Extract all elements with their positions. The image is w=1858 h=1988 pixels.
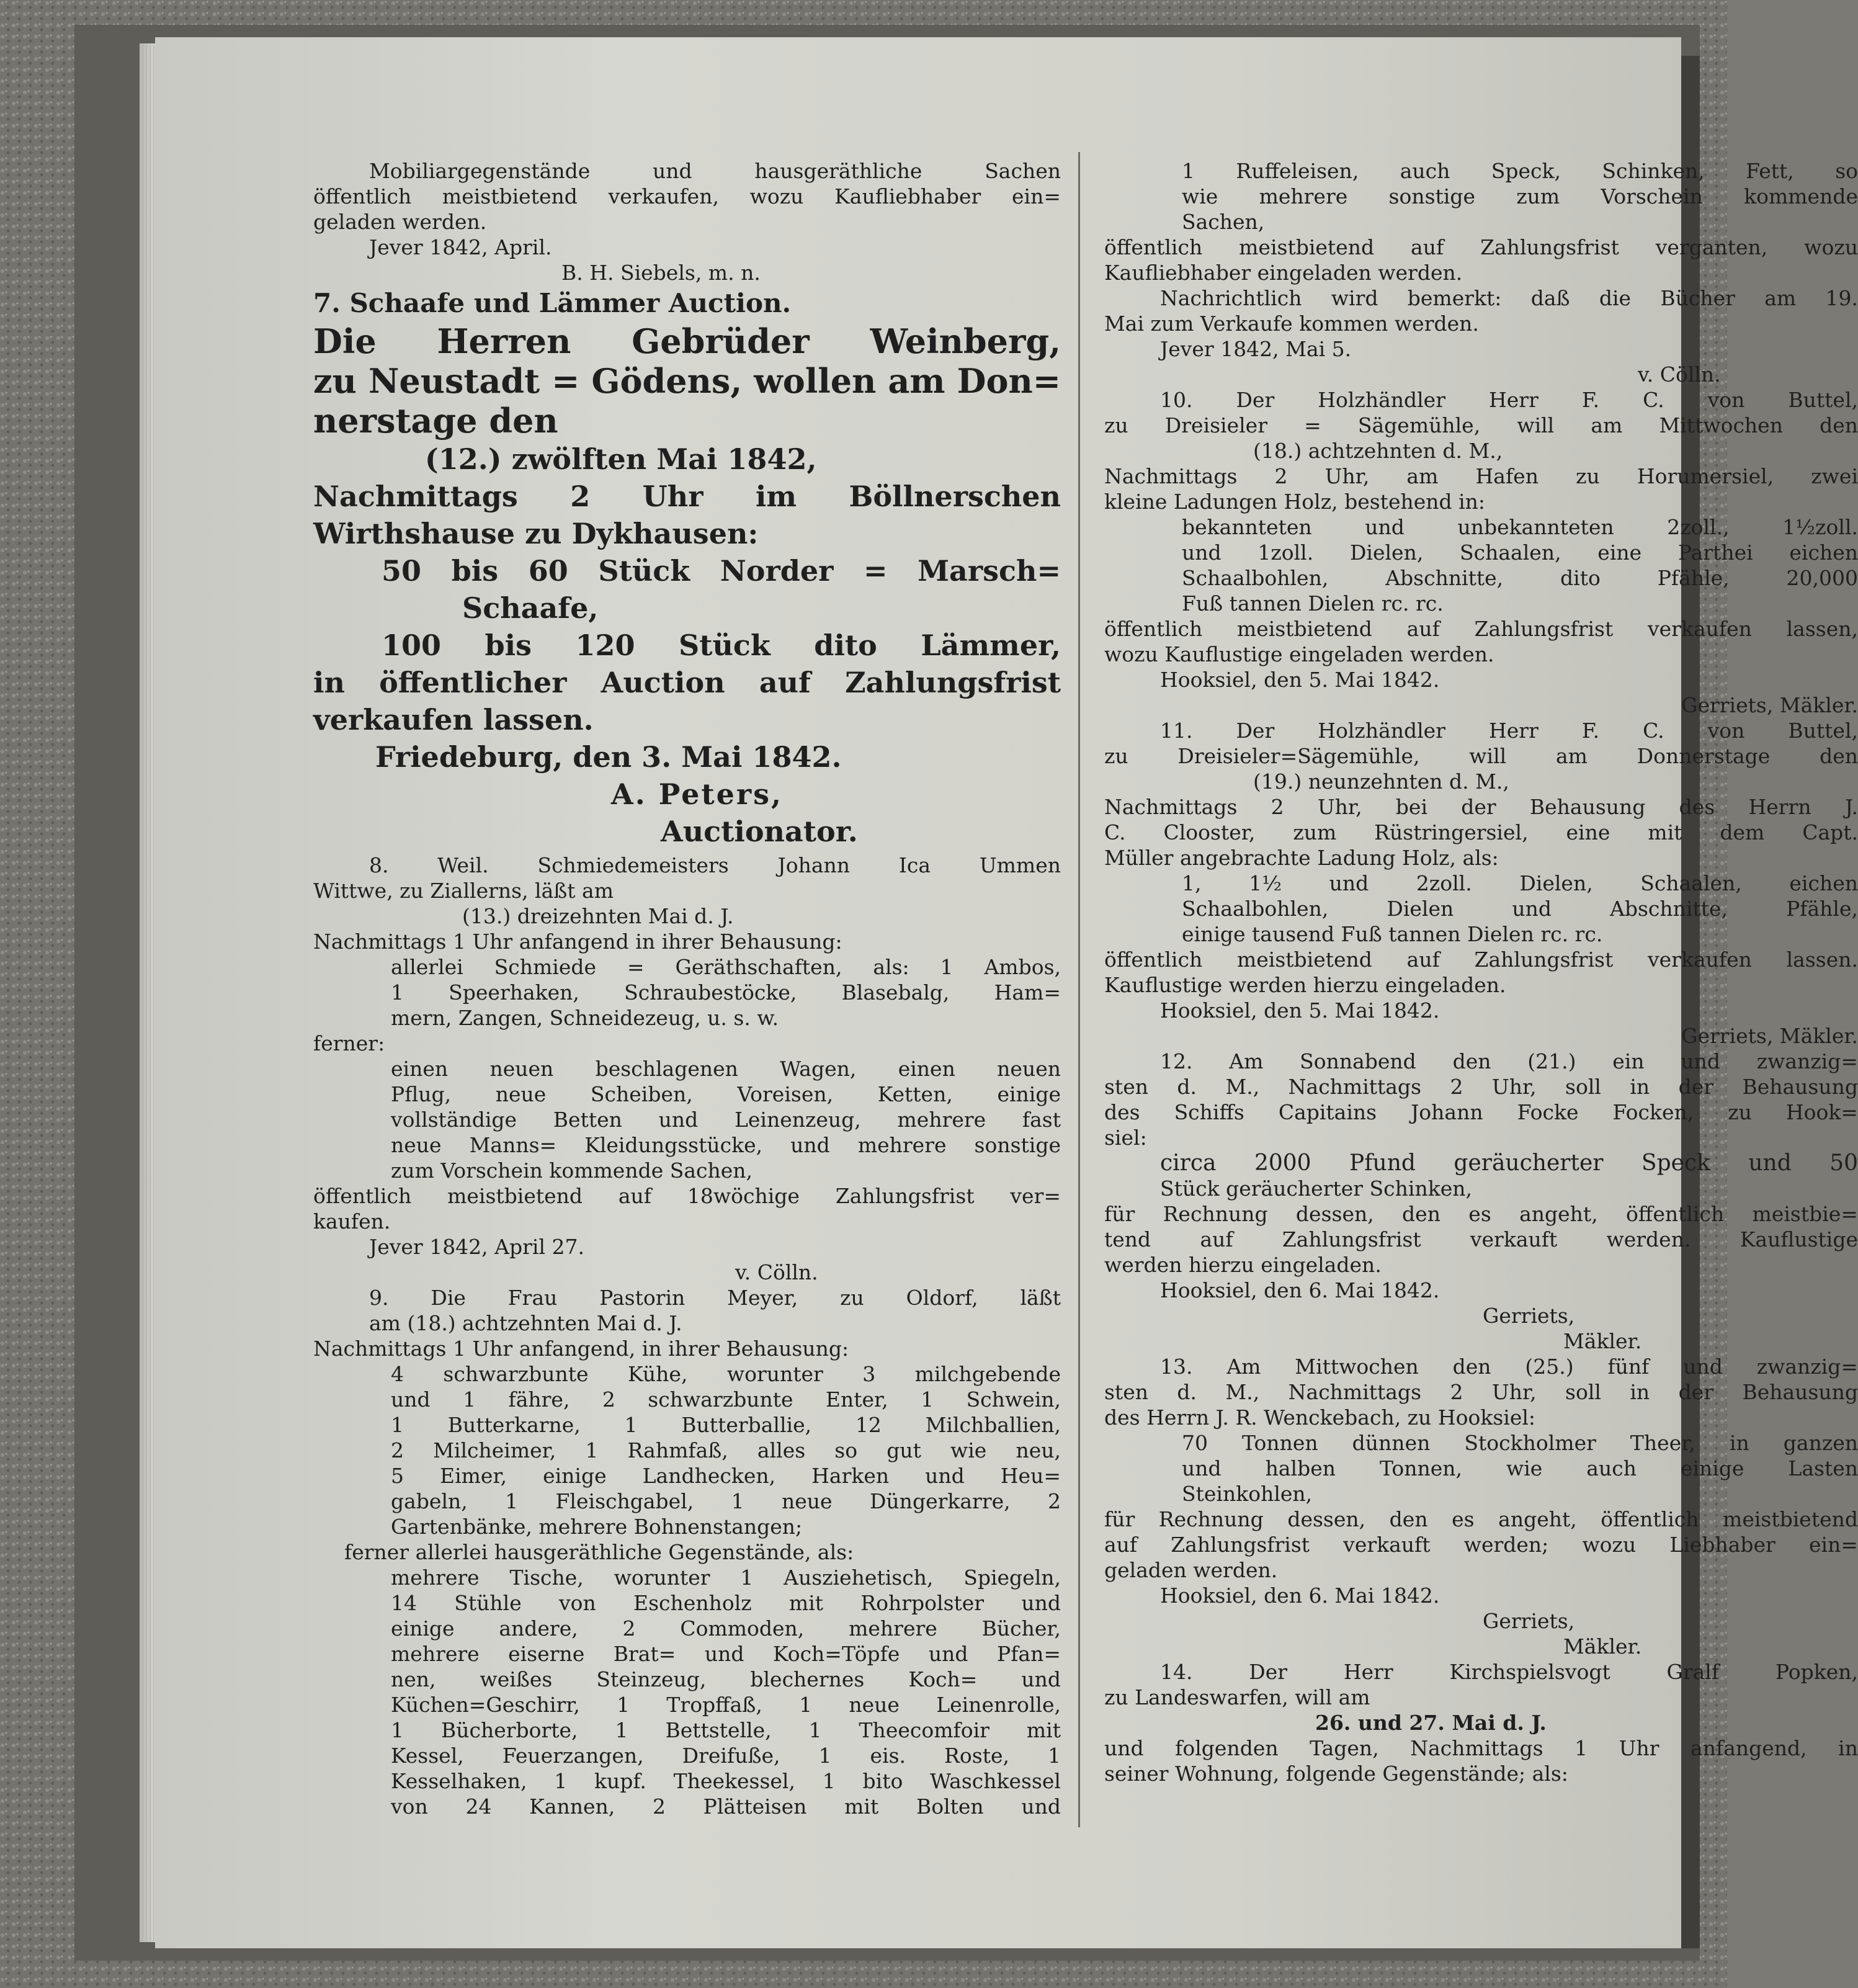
signature: B. H. Siebels, m. n. [561,261,761,285]
text-line: Nachrichtlich wird bemerkt: daß die Bücher am 19. [1160,286,1858,310]
text-line: Nachmittags 2 Uhr, bei der Behausung des Herrn J. [1104,795,1858,819]
item-line: mehrere eiserne Brat= und Koch=Töpfe und Pfan= [391,1642,1061,1666]
big-line: in öffentlicher Auction auf Zahlungsfrist [313,666,1061,699]
big-signature: A. Peters, [611,777,784,811]
text-line: Wittwe, zu Ziallerns, läßt am [313,879,614,903]
text-line: auf Zahlungsfrist verkauft werden; wozu Liebhaber ein= [1104,1533,1858,1557]
item-line: circa 2000 Pfund geräucherter Speck und 50 [1160,1150,1858,1176]
item-line: einige tausend Fuß tannen Dielen rc. rc. [1182,922,1603,946]
place-date: Hooksiel, den 6. Mai 1842. [1160,1583,1440,1608]
text-line: ferner allerlei hausgeräthliche Gegenstände, als: [344,1540,854,1564]
item-line: neue Manns= Kleidungsstücke, und mehrere sonstige [391,1133,1061,1157]
item-line: vollständige Betten und Leinenzeug, mehrere fast [391,1108,1061,1132]
text-line: Nachmittags 1 Uhr anfangend in ihrer Behausung: [313,929,842,954]
text-line: des Herrn J. R. Wenckebach, zu Hooksiel: [1104,1405,1536,1430]
item-line: nen, weißes Steinzeug, blechernes Koch= und [391,1667,1061,1691]
big-place-date: Friedeburg, den 3. Mai 1842. [375,740,842,774]
text-line: werden hierzu eingeladen. [1104,1253,1382,1277]
text-line: Mai zum Verkaufe kommen werden. [1104,311,1479,336]
text-line: Müller angebrachte Ladung Holz, als: [1104,846,1499,870]
date-line: (18.) achtzehnten d. M., [1253,439,1503,463]
text-line: zu Dreisieler=Sägemühle, will am Donnerstage den [1104,744,1858,768]
text-line: des Schiffs Capitains Johann Focke Focken, zu Hook= [1104,1100,1858,1124]
notice-10-intro: 10. Der Holzhändler Herr F. C. von Buttel, [1160,388,1858,412]
item-line: Schaalbohlen, Dielen und Abschnitte, Pfähle, [1182,897,1858,921]
text-line: Kauflustige werden hierzu eingeladen. [1104,973,1506,997]
place-date: Jever 1842, April. [369,235,552,259]
text-line: C. Clooster, zum Rüstringersiel, eine mit dem Capt. [1104,820,1858,844]
notice-11-intro: 11. Der Holzhändler Herr F. C. von Buttel, [1160,719,1858,743]
item-line: 4 schwarzbunte Kühe, worunter 3 milchgebende [391,1362,1061,1386]
big-line: Die Herren Gebrüder Weinberg, [313,321,1061,361]
text-line: sten d. M., Nachmittags 2 Uhr, soll in der Behausung [1104,1075,1858,1099]
notice-8-intro: 8. Weil. Schmiedemeisters Johann Ica Ummen [369,853,1061,877]
text-line: für Rechnung dessen, den es angeht, öffentlich meistbietend [1104,1507,1858,1531]
text-line: seiner Wohnung, folgende Gegenstände; als: [1104,1762,1568,1786]
item-line: Stück geräucherter Schinken, [1160,1176,1472,1201]
text-line: öffentlich meistbietend auf Zahlungsfrist verkaufen lassen, [1104,617,1858,641]
text-line: zu Dreisieler = Sägemühle, will am Mittwochen den [1104,413,1858,437]
item-line: Kesselhaken, 1 kupf. Theekessel, 1 bito Waschkessel [391,1769,1061,1793]
item-line: 1 Speerhaken, Schraubestöcke, Blasebalg, Ham= [391,980,1061,1005]
item-line: bekannteten und unbekannteten 2zoll., 1½zoll. [1182,515,1858,539]
text-line: öffentlich meistbietend auf Zahlungsfrist verganten, wozu [1104,235,1858,259]
item-line: mern, Zangen, Schneidezeug, u. s. w. [391,1006,779,1030]
item-line: Gartenbänke, mehrere Bohnenstangen; [391,1515,803,1539]
text-line: kleine Ladungen Holz, bestehend in: [1104,490,1486,514]
date-line: (19.) neunzehnten d. M., [1253,769,1509,794]
item-line: mehrere Tische, worunter 1 Ausziehetisch, Spiegeln, [391,1565,1061,1590]
item-line: 1 Butterkarne, 1 Butterballie, 12 Milchballien, [391,1413,1061,1437]
notice-12-intro: 12. Am Sonnabend den (21.) ein und zwanzig= [1160,1049,1858,1073]
signature: Gerriets, Mäkler. [1681,1024,1858,1048]
text-line: wozu Kauflustige eingeladen werden. [1104,642,1494,666]
big-line: verkaufen lassen. [313,703,594,737]
text-line: tend auf Zahlungsfrist verkauft werden. Kauflustige [1104,1227,1858,1251]
item-line: Küchen=Geschirr, 1 Tropffaß, 1 neue Leinenrolle, [391,1693,1061,1717]
place-date: Hooksiel, den 5. Mai 1842. [1160,668,1440,692]
column-left [313,158,1061,1819]
text-line: öffentlich meistbietend auf 18wöchige Zahlungsfrist ver= [313,1184,1061,1208]
signature: v. Cölln. [735,1260,818,1284]
big-signature-title: Auctionator. [661,815,858,848]
item-line: 5 Eimer, einige Landhecken, Harken und Heu= [391,1464,1061,1488]
item-line: Schaalbohlen, Abschnitte, dito Pfähle, 20,000 [1182,566,1858,590]
big-line: nerstage den [313,401,558,441]
text-line: öffentlich meistbietend verkaufen, wozu Kaufliebhaber ein= [313,184,1061,208]
big-line: Nachmittags 2 Uhr im Böllnerschen [313,480,1061,513]
text-line: zu Landeswarfen, will am [1104,1685,1370,1709]
text-line: sten d. M., Nachmittags 2 Uhr, soll in der Behausung [1104,1380,1858,1404]
signature: Gerriets, Mäkler. [1681,693,1858,717]
item-line: 1 Ruffeleisen, auch Speck, Schinken, Fett, so [1182,159,1858,183]
text-line: geladen werden. [313,210,487,234]
notice-13-intro: 13. Am Mittwochen den (25.) fünf und zwanzig= [1160,1354,1858,1379]
text-line: öffentlich meistbietend auf Zahlungsfrist verkaufen lassen. [1104,947,1858,972]
column-divider [1078,152,1080,1827]
item-line: wie mehrere sonstige zum Vorschein kommende [1182,184,1858,208]
place-date: Hooksiel, den 5. Mai 1842. [1160,998,1440,1023]
date-line: 26. und 27. Mai d. J. [1315,1711,1547,1735]
big-item: Schaafe, [462,591,599,625]
text-line: siel: [1104,1126,1147,1150]
item-line: zum Vorschein kommende Sachen, [391,1158,753,1183]
item-line: 14 Stühle von Eschenholz mit Rohrpolster und [391,1591,1061,1615]
text-line: kaufen. [313,1209,391,1234]
text-line: für Rechnung dessen, den es angeht, öffentlich meistbie= [1104,1202,1858,1226]
item-line: von 24 Kannen, 2 Plätteisen mit Bolten und [391,1794,1061,1819]
item-line: und 1zoll. Dielen, Schaalen, eine Parthei eichen [1182,540,1858,565]
signature-title: Mäkler. [1563,1634,1642,1659]
item-line: 2 Milcheimer, 1 Rahmfaß, alles so gut wie neu, [391,1438,1061,1462]
item-line: Fuß tannen Dielen rc. rc. [1182,591,1444,616]
place-date: Hooksiel, den 6. Mai 1842. [1160,1278,1440,1302]
text-line: Kaufliebhaber eingeladen werden. [1104,261,1463,285]
notice-14-intro: 14. Der Herr Kirchspielsvogt Gralf Popken, [1160,1660,1858,1684]
signature: v. Cölln. [1638,362,1721,387]
item-line: einige andere, 2 Commoden, mehrere Bücher, [391,1616,1061,1641]
text-line: Mobiliargegenstände und hausgeräthliche Sachen [369,159,1061,183]
item-line: 1 Bücherborte, 1 Bettstelle, 1 Theecomfoir mit [391,1718,1061,1742]
text-line: Nachmittags 1 Uhr anfangend, in ihrer Behausung: [313,1337,849,1361]
notice-9-intro: 9. Die Frau Pastorin Meyer, zu Oldorf, läßt [369,1286,1061,1310]
item-line: 70 Tonnen dünnen Stockholmer Theer, in ganzen [1182,1431,1858,1455]
place-date: Jever 1842, April 27. [369,1235,584,1259]
big-item: 50 bis 60 Stück Norder = Marsch= [382,554,1061,588]
big-date: (12.) zwölften Mai 1842, [425,442,817,476]
big-line: zu Neustadt = Gödens, wollen am Don= [313,361,1061,401]
signature: Gerriets, [1483,1609,1575,1633]
item-line: und 1 fähre, 2 schwarzbunte Enter, 1 Schwein, [391,1387,1061,1412]
big-line: Wirthshause zu Dykhausen: [313,517,759,550]
signature: Gerriets, [1483,1304,1575,1328]
notice-heading: 7. Schaafe und Lämmer Auction. [313,288,792,318]
item-line: einen neuen beschlagenen Wagen, einen neuen [391,1057,1061,1081]
place-date: Jever 1842, Mai 5. [1160,337,1352,361]
item-line: gabeln, 1 Fleischgabel, 1 neue Düngerkarre, 2 [391,1489,1061,1513]
item-line: allerlei Schmiede = Geräthschaften, als: 1 Ambos, [391,955,1061,979]
column-right [1104,158,1858,1786]
text-line: geladen werden. [1104,1558,1278,1582]
text-line: und folgenden Tagen, Nachmittags 1 Uhr anfangend, in [1104,1736,1858,1760]
signature-title: Mäkler. [1563,1329,1642,1353]
item-line: Pflug, neue Scheiben, Voreisen, Ketten, einige [391,1082,1061,1106]
big-item: 100 bis 120 Stück dito Lämmer, [382,629,1061,662]
text-line: ferner: [313,1031,385,1055]
item-line: Kessel, Feuerzangen, Dreifuße, 1 eis. Roste, 1 [391,1744,1061,1768]
text-line: Nachmittags 2 Uhr, am Hafen zu Horumersiel, zwei [1104,464,1858,488]
item-line: und halben Tonnen, wie auch einige Lasten [1182,1456,1858,1480]
date-line: (13.) dreizehnten Mai d. J. [462,904,734,928]
item-line: 1, 1½ und 2zoll. Dielen, Schaalen, eichen [1182,871,1858,895]
date-line: am (18.) achtzehnten Mai d. J. [369,1311,682,1335]
item-line: Steinkohlen, [1182,1482,1313,1506]
item-line: Sachen, [1182,210,1265,234]
